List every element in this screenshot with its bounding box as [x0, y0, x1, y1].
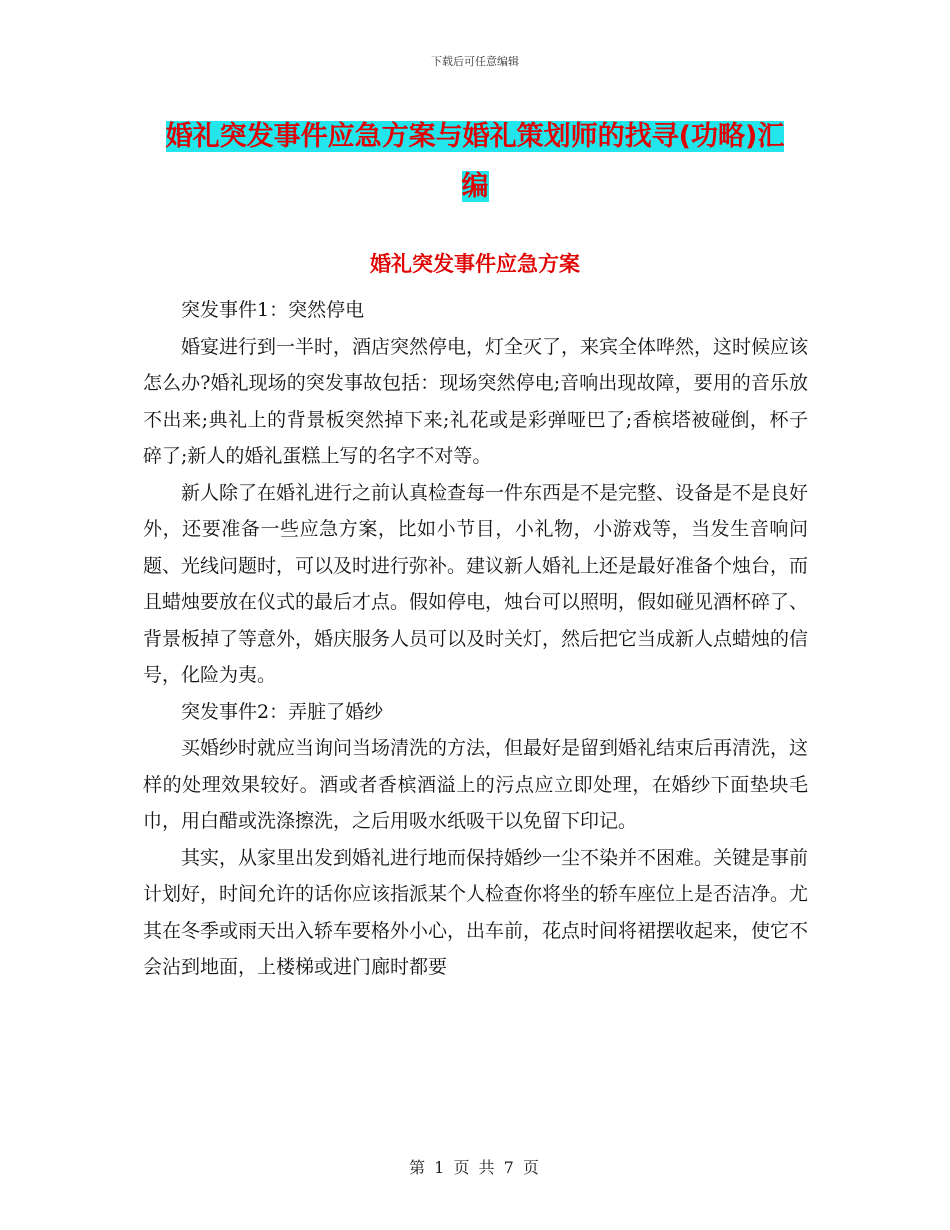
paragraph: 买婚纱时就应当询问当场清洗的方法，但最好是留到婚礼结束后再清洗，这样的处理效果较好。酒或者香槟酒溢上的污点应立即处理，在婚纱下面垫块毛巾，用白醋或洗涤擦洗，之后用吸水纸吸干以免留下印记。 — [143, 737, 809, 832]
section-heading: 婚礼突发事件应急方案 — [370, 252, 580, 276]
paragraph: 新人除了在婚礼进行之前认真检查每一件东西是不是完整、设备是不是良好外，还要准备一些应急方案，比如小节目，小礼物，小游戏等，当发生音响问题、光线问题时，可以及时进行弥补。建议新人婚礼上还是最好准备个烛台，而且蜡烛要放在仪式的最后才点。假如停电，烛台可以照明，假如碰见酒杯碎了、背景板掉了等意外，婚庆服务人员可以及时关灯，然后把它当成新人点蜡烛的信号，化险为夷。 — [143, 481, 809, 686]
title-line-2: 编 — [461, 171, 489, 202]
page-number: 第 1 页 共 7 页 — [409, 1158, 541, 1177]
paragraph: 婚宴进行到一半时，酒店突然停电，灯全灭了，来宾全体哗然，这时候应该怎么办?婚礼现场的突发事故包括：现场突然停电;音响出现故障，要用的音乐放不出来;典礼上的背景板突然掉下来;礼花或是彩弹哑巴了;香槟塔被碰倒，杯子碎了;新人的婚礼蛋糕上写的名字不对等。 — [143, 335, 809, 467]
body-text — [143, 292, 808, 986]
paragraph: 其实，从家里出发到婚礼进行地而保持婚纱一尘不染并不困难。关键是事前计划好，时间允许的话你应该指派某个人检查你将坐的轿车座位上是否洁净。尤其在冬季或雨天出入轿车要格外小心，出车前，花点时间将裙摆收起来，使它不会沾到地面，上楼梯或进门廊时都要 — [143, 846, 809, 978]
page-header-note: 下载后可任意编辑 — [431, 55, 519, 68]
document-title — [145, 112, 805, 212]
title-line-1: 婚礼突发事件应急方案与婚礼策划师的找寻(功略)汇 — [165, 121, 785, 152]
paragraph: 突发事件1：突然停电 — [181, 299, 365, 321]
paragraph: 突发事件2：弄脏了婚纱 — [181, 700, 384, 723]
